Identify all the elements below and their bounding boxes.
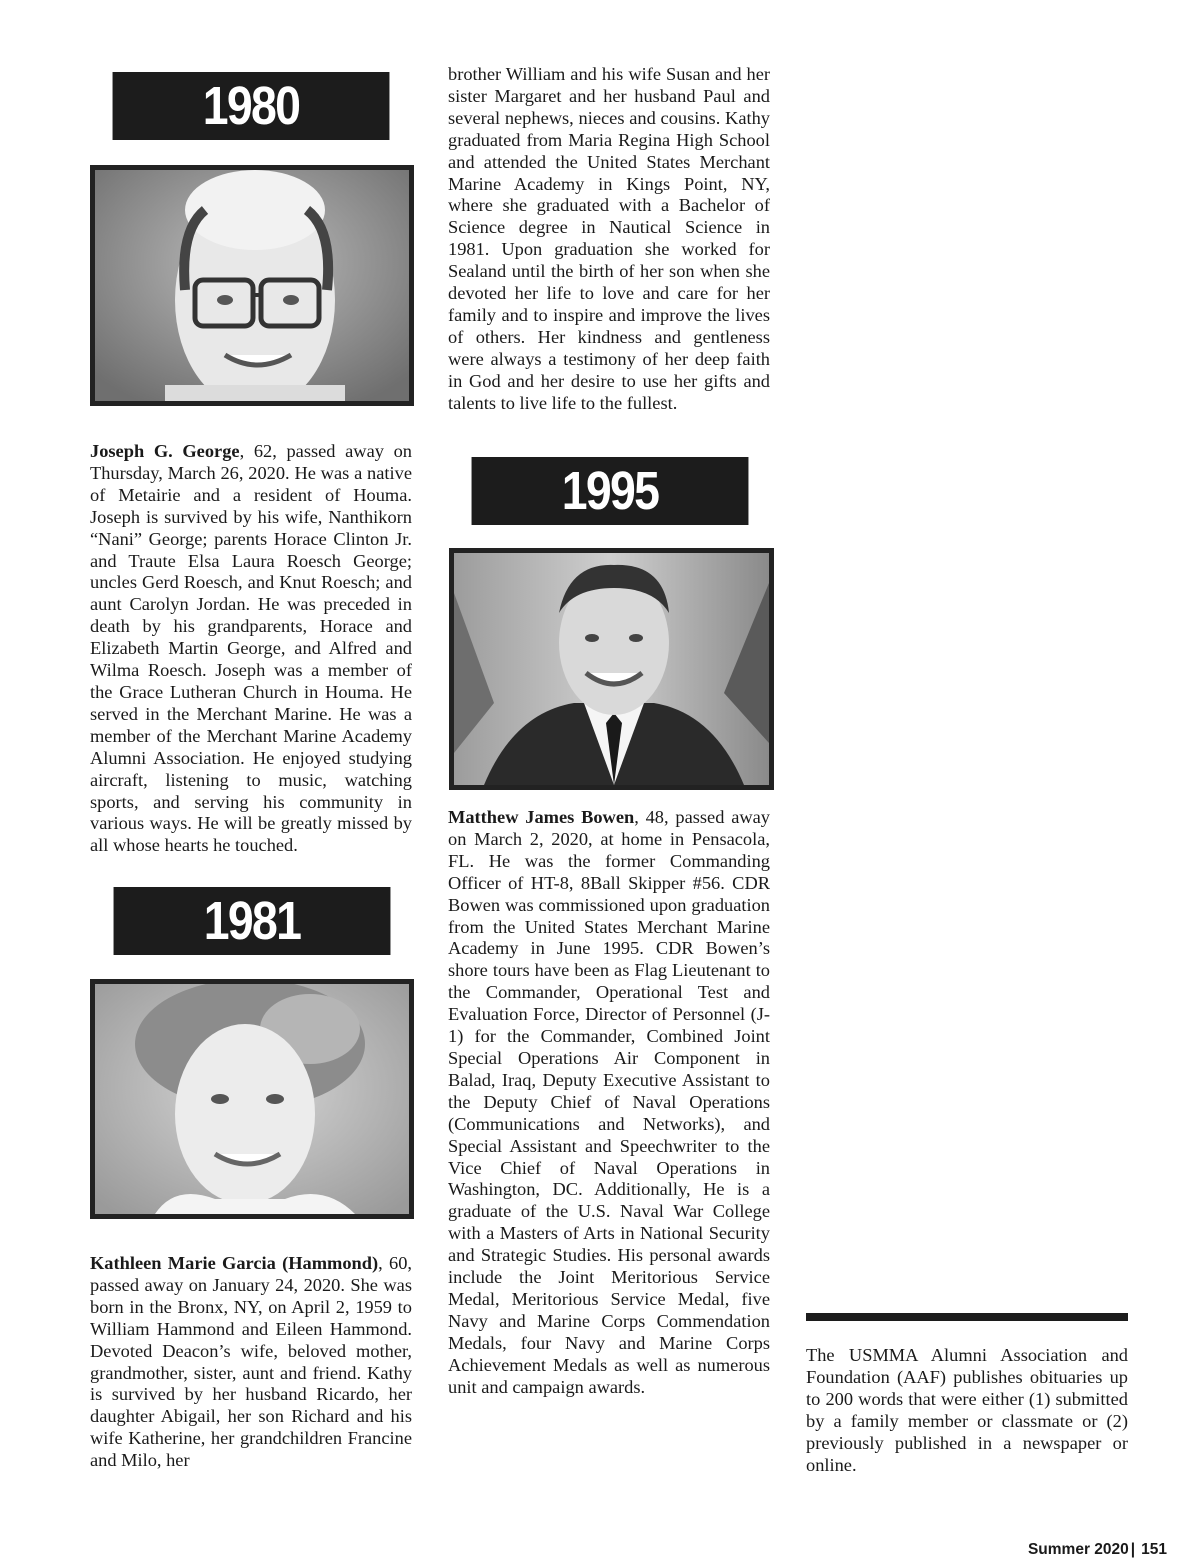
- portrait-photo-kathleen-garcia: [90, 979, 414, 1219]
- footer-separator: |: [1130, 1541, 1136, 1558]
- obituary-body-continued: brother William and his wife Susan and her sister Margaret and her husband Paul and several nephews, nieces and cousins. Kathy graduated from Maria Regina High School and attended the United States Merchant Marine Academy in Kings Point, NY, where she graduated with a Bachelor of Science degree in Nautical Science in 1981. Upon graduation she worked for Sealand until the birth of her son when she devoted her life to love and care for her family and to inspire and improve the lives of others. Her kindness and gentleness were always a testimony of her deep faith in God and her desire to use her gifts and talents to live life to the fullest.: [448, 64, 770, 413]
- deceased-name: Kathleen Marie Garcia (Hammond): [90, 1253, 379, 1273]
- publication-notice: [806, 1345, 1128, 1476]
- year-heading-1980: 1980: [113, 72, 390, 140]
- deceased-name: Matthew James Bowen: [448, 807, 635, 827]
- obituary-body: , 48, passed away on March 2, 2020, at home in Pensacola, FL. He was the former Commanding Officer of HT-8, 8Ball Skipper #56. CDR Bowen was commissioned upon graduation from the United States Merchant Marine Academy in June 1995. CDR Bowen’s shore tours have been as Flag Lieutenant to the Commander, Operational Test and Evaluation Force, Director of Personnel (J-1) for the Commander, Combined Joint Special Operations Air Component in Balad, Iraq, Deputy Executive Assistant to the Deputy Chief of Naval Operations (Communications and Networks), and Special Assistant and Speechwriter to the Vice Chief of Naval Operations in Washington, DC. Additionally, He is a graduate of the U.S. Naval War College with a Masters of Arts in National Security and Strategic Studies. His personal awards include the Joint Meritorious Service Medal, Meritorious Service Medal, five Navy and Marine Corps Commendation Medals, four Navy and Marine Corps Achievement Medals as well as numerous unit and campaign awards.: [448, 807, 770, 1397]
- page-footer: [1028, 1541, 1167, 1559]
- year-heading-1995: 1995: [472, 457, 749, 525]
- obituary-1995: [449, 457, 771, 525]
- issue-label: Summer 2020: [1027, 1541, 1129, 1558]
- deceased-name: Joseph G. George: [90, 441, 240, 461]
- obituary-body: , 62, passed away on Thursday, March 26, 2020. He was a native of Metairie and a resident of Houma. Joseph is survived by his wife, Nanthikorn “Nani” George; parents Horace Clinton Jr. and Traute Elsa Laura Roesch George; uncles Gerd Roesch, and Knut Roesch; and aunt Carolyn Jordan. He was preceded in death by his grandparents, Horace and Elizabeth Martin George, and Alfred and Wilma Roesch. Joseph was a member of the Grace Lutheran Church in Houma. He served in the Merchant Marine. He was a member of the Merchant Marine Academy Alumni Association. He enjoyed studying aircraft, listening to music, watching sports, and serving his community in various ways. He will be greatly missed by all whose hearts he touched.: [90, 441, 412, 856]
- year-heading-1981: 1981: [114, 887, 391, 955]
- page-number: 151: [1141, 1541, 1167, 1558]
- obituary-text-matthew-bowen: [448, 807, 770, 1398]
- portrait-photo-joseph-george: [90, 165, 414, 406]
- notice-divider-rule: [806, 1313, 1128, 1321]
- notice-text: The USMMA Alumni Association and Foundation (AAF) publishes obituaries up to 200 words that were either (1) submitted by a family member or classmate or (2) previously published in a newspaper or online.: [806, 1345, 1128, 1475]
- obituary-body: , 60, passed away on January 24, 2020. She was born in the Bronx, NY, on April 2, 1959 to William Hammond and Eileen Hammond. Devoted Deacon’s wife, beloved mother, grandmother, sister, aunt and friend. Kathy is survived by her husband Ricardo, her daughter Abigail, her son Richard and his wife Katherine, her grandchildren Francine and Milo, her: [90, 1253, 412, 1471]
- obituary-text-joseph-george: [90, 441, 412, 857]
- obituary-text-kathleen-garcia-continued: [448, 64, 770, 415]
- obituary-1981: [91, 887, 413, 955]
- obituary-1980: [90, 72, 412, 140]
- portrait-photo-matthew-bowen: [449, 548, 774, 790]
- obituary-text-kathleen-garcia: [90, 1253, 412, 1472]
